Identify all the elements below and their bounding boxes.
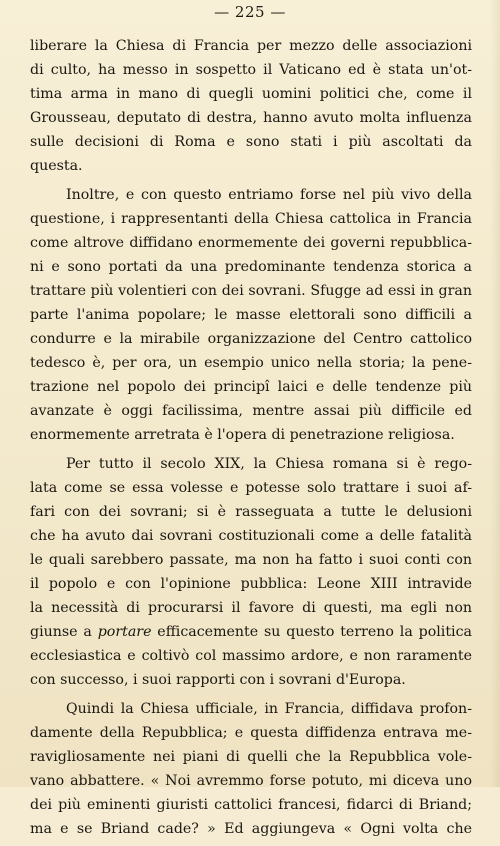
text-line: Grousseau, deputato di destra, hanno avuto molta influenza: [30, 110, 472, 126]
text-line: Inoltre, e con questo entriamo forse nel più vivo della: [66, 187, 472, 203]
paragraph-4: [30, 697, 472, 841]
text-line: ravigliosamente nei piani di quelli che la Repubblica vole-: [30, 749, 472, 765]
text-line: questione, i rappresentanti della Chiesa cattolica in Francia: [30, 211, 472, 227]
page-number: — 225 —: [214, 3, 286, 21]
text-line: di culto, ha messo in sospetto il Vaticano ed è stata un'ot-: [30, 62, 472, 78]
body-text: [30, 34, 472, 846]
text-line: con successo, i suoi rapporti con i sovrani d'Europa.: [30, 672, 406, 688]
text-line: ma e se Briand cade? » Ed aggiungeva « Ogni volta che: [30, 821, 472, 837]
emphasized-word: portare: [97, 624, 152, 640]
text-line: ni e sono portati da una predominante tendenza storica a: [30, 259, 472, 275]
text-line: giunse a portare efficacemente su questo terreno la politica: [30, 624, 472, 640]
paragraph-2: [30, 183, 472, 447]
paragraph-3: [30, 452, 472, 692]
text-line: lata come se essa volesse e potesse solo trattare i suoi af-: [30, 480, 472, 496]
text-line: avanzate è oggi facilissima, mentre assai più difficile ed: [30, 403, 472, 419]
text-line: condurre e la mirabile organizzazione del Centro cattolico: [30, 331, 472, 347]
text-line: sulle decisioni di Roma e sono stati i più ascoltati da: [30, 134, 472, 150]
text-line: il popolo e con l'opinione pubblica: Leone XIII intravide: [30, 576, 472, 592]
text-line: dei più eminenti giuristi cattolici francesi, fidarci di Briand;: [30, 797, 472, 813]
paragraph-1: [30, 34, 472, 178]
text-line: ecclesiastica e coltivò col massimo ardore, e non raramente: [30, 648, 472, 664]
text-line: liberare la Chiesa di Francia per mezzo delle associazioni: [30, 38, 472, 54]
text-line: damente della Repubblica; e questa diffidenza entrava me-: [30, 725, 472, 741]
text-line: vano abbattere. « Noi avremmo forse potuto, mi diceva uno: [30, 773, 472, 789]
text-line: trattare più volentieri con dei sovrani. Sfugge ad essi in gran: [30, 283, 472, 299]
text-line: trazione nel popolo dei principî laici e delle tendenze più: [30, 379, 472, 395]
text-line: Quindi la Chiesa ufficiale, in Francia, diffidava profon-: [66, 701, 472, 717]
text-line: enormemente arretrata è l'opera di penetrazione religiosa.: [30, 427, 455, 443]
text-line: come altrove diffidano enormemente dei governi repubblica-: [30, 235, 472, 251]
text-line: questa.: [30, 158, 83, 174]
text-line: parte l'anima popolare; le masse elettorali sono difficili a: [30, 307, 472, 323]
text-line: fari con dei sovrani; si è rasseguata a tutte le delusioni: [30, 504, 472, 520]
text-line: le quali sarebbero passate, ma non ha fatto i suoi conti con: [30, 552, 472, 568]
text-line: la necessità di procurarsi il favore di questi, ma egli non: [30, 600, 472, 616]
text-line: tedesco è, per ora, un esempio unico nella storia; la pene-: [30, 355, 472, 371]
text-line: che ha avuto dai sovrani costituzionali come a delle fatalità: [30, 528, 472, 544]
page-edge-shadow: [490, 0, 500, 787]
text-line: Per tutto il secolo XIX, la Chiesa romana si è rego-: [66, 456, 472, 472]
text-line: tima arma in mano di quegli uomini politici che, come il: [30, 86, 472, 102]
